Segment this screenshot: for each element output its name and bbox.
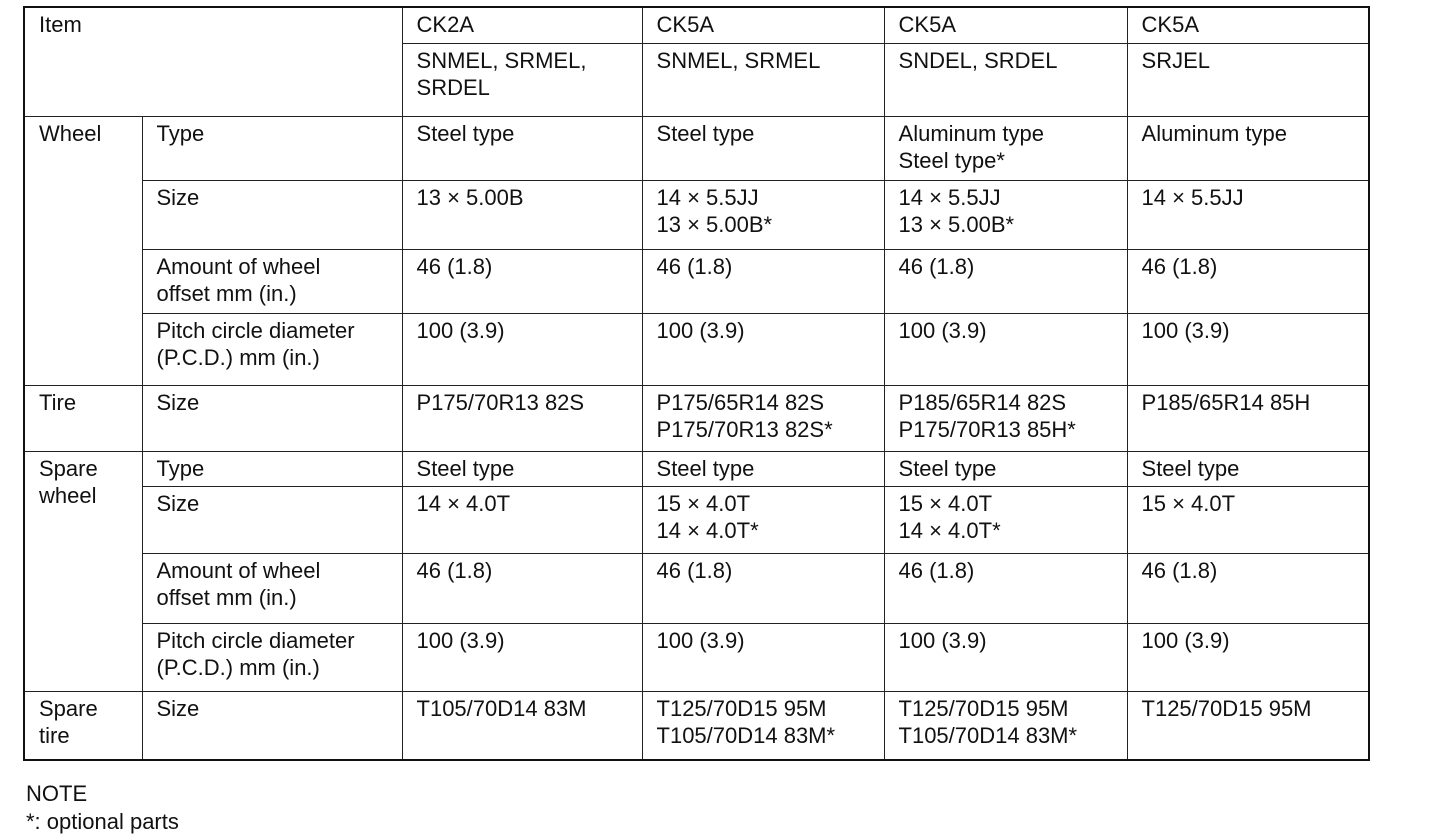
- row-item-label: Pitch circle diameter: [156, 317, 355, 343]
- cell-value: 46 (1.8): [1141, 253, 1218, 279]
- cell-value: 15 × 4.0T: [1141, 490, 1236, 516]
- cell-value: Steel type: [656, 120, 755, 146]
- cell-value: Steel type: [416, 455, 515, 481]
- model-variant: SNMEL, SRMEL,: [416, 47, 587, 73]
- row-item-cell: [142, 451, 402, 486]
- cell-value: 14 × 4.0T: [416, 490, 511, 516]
- table-row: [24, 249, 1369, 313]
- cell-value: 13 × 5.00B*: [656, 211, 773, 237]
- cell-value: 15 × 4.0T: [898, 490, 993, 516]
- table-cell: [1127, 691, 1369, 760]
- model-code: CK2A: [416, 12, 474, 37]
- row-item-label: Size: [156, 490, 200, 516]
- cell-value: Steel type: [898, 455, 997, 481]
- table-cell: [642, 486, 884, 553]
- cell-value: 46 (1.8): [1141, 557, 1218, 583]
- table-cell: [1127, 385, 1369, 451]
- cell-value: 46 (1.8): [898, 253, 975, 279]
- table-cell: [402, 249, 642, 313]
- group-label: tire: [39, 722, 70, 748]
- table-cell: [642, 451, 884, 486]
- row-item-cell: [142, 623, 402, 691]
- table-cell: [402, 691, 642, 760]
- model-code-cell: [1127, 7, 1369, 43]
- cell-value: 100 (3.9): [898, 627, 987, 653]
- row-item-label: offset mm (in.): [156, 280, 297, 306]
- table-cell: [642, 313, 884, 385]
- row-item-label: (P.C.D.) mm (in.): [156, 654, 320, 680]
- group-label: Wheel: [39, 120, 102, 146]
- table-row: [24, 313, 1369, 385]
- table-cell: [642, 116, 884, 180]
- table-cell: [402, 313, 642, 385]
- table-cell: [642, 691, 884, 760]
- cell-value: 14 × 5.5JJ: [898, 184, 1001, 210]
- footnote: [26, 780, 179, 836]
- row-item-label: Type: [156, 455, 205, 481]
- model-code: CK5A: [898, 12, 956, 37]
- row-item-cell: [142, 486, 402, 553]
- cell-value: T105/70D14 83M: [416, 695, 587, 721]
- group-label: wheel: [39, 482, 97, 508]
- table-row: [24, 553, 1369, 623]
- table-cell: [1127, 180, 1369, 249]
- note-text: *: optional parts: [26, 809, 179, 834]
- row-item-label: Pitch circle diameter: [156, 627, 355, 653]
- row-item-cell: [142, 116, 402, 180]
- table-row: [24, 180, 1369, 249]
- table-row: [24, 623, 1369, 691]
- model-variant: SRDEL: [416, 74, 490, 100]
- table-cell: [402, 385, 642, 451]
- table-cell: [642, 249, 884, 313]
- table-cell: [402, 623, 642, 691]
- table-row: [24, 385, 1369, 451]
- cell-value: P175/70R13 85H*: [898, 416, 1076, 442]
- cell-value: Steel type: [416, 120, 515, 146]
- table-cell: [642, 385, 884, 451]
- table-row: [24, 486, 1369, 553]
- cell-value: 14 × 5.5JJ: [1141, 184, 1244, 210]
- cell-value: Aluminum type: [898, 120, 1045, 146]
- cell-value: T105/70D14 83M*: [656, 722, 836, 748]
- table-cell: [402, 116, 642, 180]
- model-code: CK5A: [656, 12, 714, 37]
- cell-value: Steel type: [656, 455, 755, 481]
- cell-value: 13 × 5.00B*: [898, 211, 1015, 237]
- table-cell: [1127, 116, 1369, 180]
- table-cell: [884, 451, 1127, 486]
- cell-value: 100 (3.9): [1141, 627, 1230, 653]
- specification-table: [23, 6, 1370, 761]
- model-variant-cell: [884, 43, 1127, 116]
- table-cell: [402, 486, 642, 553]
- cell-value: Steel type: [1141, 455, 1240, 481]
- cell-value: P175/70R13 82S: [416, 389, 585, 415]
- table-cell: [1127, 451, 1369, 486]
- cell-value: 14 × 4.0T*: [656, 517, 759, 543]
- table-cell: [884, 313, 1127, 385]
- group-label-cell: [24, 116, 142, 385]
- cell-value: 13 × 5.00B: [416, 184, 524, 210]
- note-title: NOTE: [26, 781, 88, 806]
- cell-value: 46 (1.8): [416, 557, 493, 583]
- table-cell: [1127, 486, 1369, 553]
- cell-value: 46 (1.8): [416, 253, 493, 279]
- model-code-cell: [402, 7, 642, 43]
- cell-value: T105/70D14 83M*: [898, 722, 1078, 748]
- table-cell: [1127, 623, 1369, 691]
- row-item-cell: [142, 553, 402, 623]
- model-variant-cell: [1127, 43, 1369, 116]
- table-cell: [642, 180, 884, 249]
- cell-value: 14 × 4.0T*: [898, 517, 1001, 543]
- table-row: [24, 116, 1369, 180]
- cell-value: Steel type*: [898, 147, 1005, 173]
- row-item-label: Amount of wheel: [156, 253, 321, 279]
- model-variant-cell: [402, 43, 642, 116]
- group-label: Tire: [39, 389, 77, 415]
- cell-value: T125/70D15 95M: [1141, 695, 1312, 721]
- row-item-cell: [142, 249, 402, 313]
- model-code-cell: [884, 7, 1127, 43]
- row-item-cell: [142, 691, 402, 760]
- group-label: Spare: [39, 695, 98, 721]
- cell-value: P175/70R13 82S*: [656, 416, 833, 442]
- table-cell: [402, 451, 642, 486]
- cell-value: P175/65R14 82S: [656, 389, 825, 415]
- table-cell: [642, 553, 884, 623]
- table-cell: [884, 385, 1127, 451]
- cell-value: 46 (1.8): [656, 253, 733, 279]
- table-cell: [402, 553, 642, 623]
- cell-value: 100 (3.9): [416, 317, 505, 343]
- row-item-label: Type: [156, 120, 205, 146]
- model-variant: SRJEL: [1141, 47, 1210, 73]
- table-cell: [642, 623, 884, 691]
- cell-value: 46 (1.8): [656, 557, 733, 583]
- model-code-cell: [642, 7, 884, 43]
- cell-value: T125/70D15 95M: [898, 695, 1069, 721]
- cell-value: 46 (1.8): [898, 557, 975, 583]
- table-cell: [884, 249, 1127, 313]
- cell-value: 100 (3.9): [656, 317, 745, 343]
- row-item-cell: [142, 180, 402, 249]
- table-cell: [884, 691, 1127, 760]
- cell-value: T125/70D15 95M: [656, 695, 827, 721]
- row-item-label: Size: [156, 184, 200, 210]
- row-item-label: Size: [156, 695, 200, 721]
- model-variant-cell: [642, 43, 884, 116]
- row-item-label: offset mm (in.): [156, 584, 297, 610]
- table-row: [24, 451, 1369, 486]
- cell-value: 100 (3.9): [1141, 317, 1230, 343]
- table-cell: [1127, 553, 1369, 623]
- model-variant: SNDEL, SRDEL: [898, 47, 1058, 73]
- table-cell: [884, 116, 1127, 180]
- cell-value: 100 (3.9): [416, 627, 505, 653]
- row-item-cell: [142, 313, 402, 385]
- cell-value: P185/65R14 82S: [898, 389, 1067, 415]
- header-item-label: Item: [39, 12, 82, 37]
- cell-value: 15 × 4.0T: [656, 490, 751, 516]
- model-code: CK5A: [1141, 12, 1199, 37]
- row-item-label: Size: [156, 389, 200, 415]
- group-label-cell: [24, 385, 142, 451]
- cell-value: Aluminum type: [1141, 120, 1288, 146]
- group-label-cell: [24, 691, 142, 760]
- table-cell: [1127, 249, 1369, 313]
- cell-value: 100 (3.9): [656, 627, 745, 653]
- group-label-cell: [24, 451, 142, 691]
- row-item-label: (P.C.D.) mm (in.): [156, 344, 320, 370]
- table-cell: [884, 486, 1127, 553]
- cell-value: 14 × 5.5JJ: [656, 184, 759, 210]
- cell-value: 100 (3.9): [898, 317, 987, 343]
- table-cell: [1127, 313, 1369, 385]
- table-cell: [884, 180, 1127, 249]
- table-row: [24, 691, 1369, 760]
- header-item-cell: [24, 7, 402, 116]
- row-item-label: Amount of wheel: [156, 557, 321, 583]
- row-item-cell: [142, 385, 402, 451]
- group-label: Spare: [39, 455, 98, 481]
- table-cell: [884, 553, 1127, 623]
- specification-table-body: [24, 7, 1369, 760]
- table-cell: [884, 623, 1127, 691]
- model-variant: SNMEL, SRMEL: [656, 47, 821, 73]
- cell-value: P185/65R14 85H: [1141, 389, 1311, 415]
- table-cell: [402, 180, 642, 249]
